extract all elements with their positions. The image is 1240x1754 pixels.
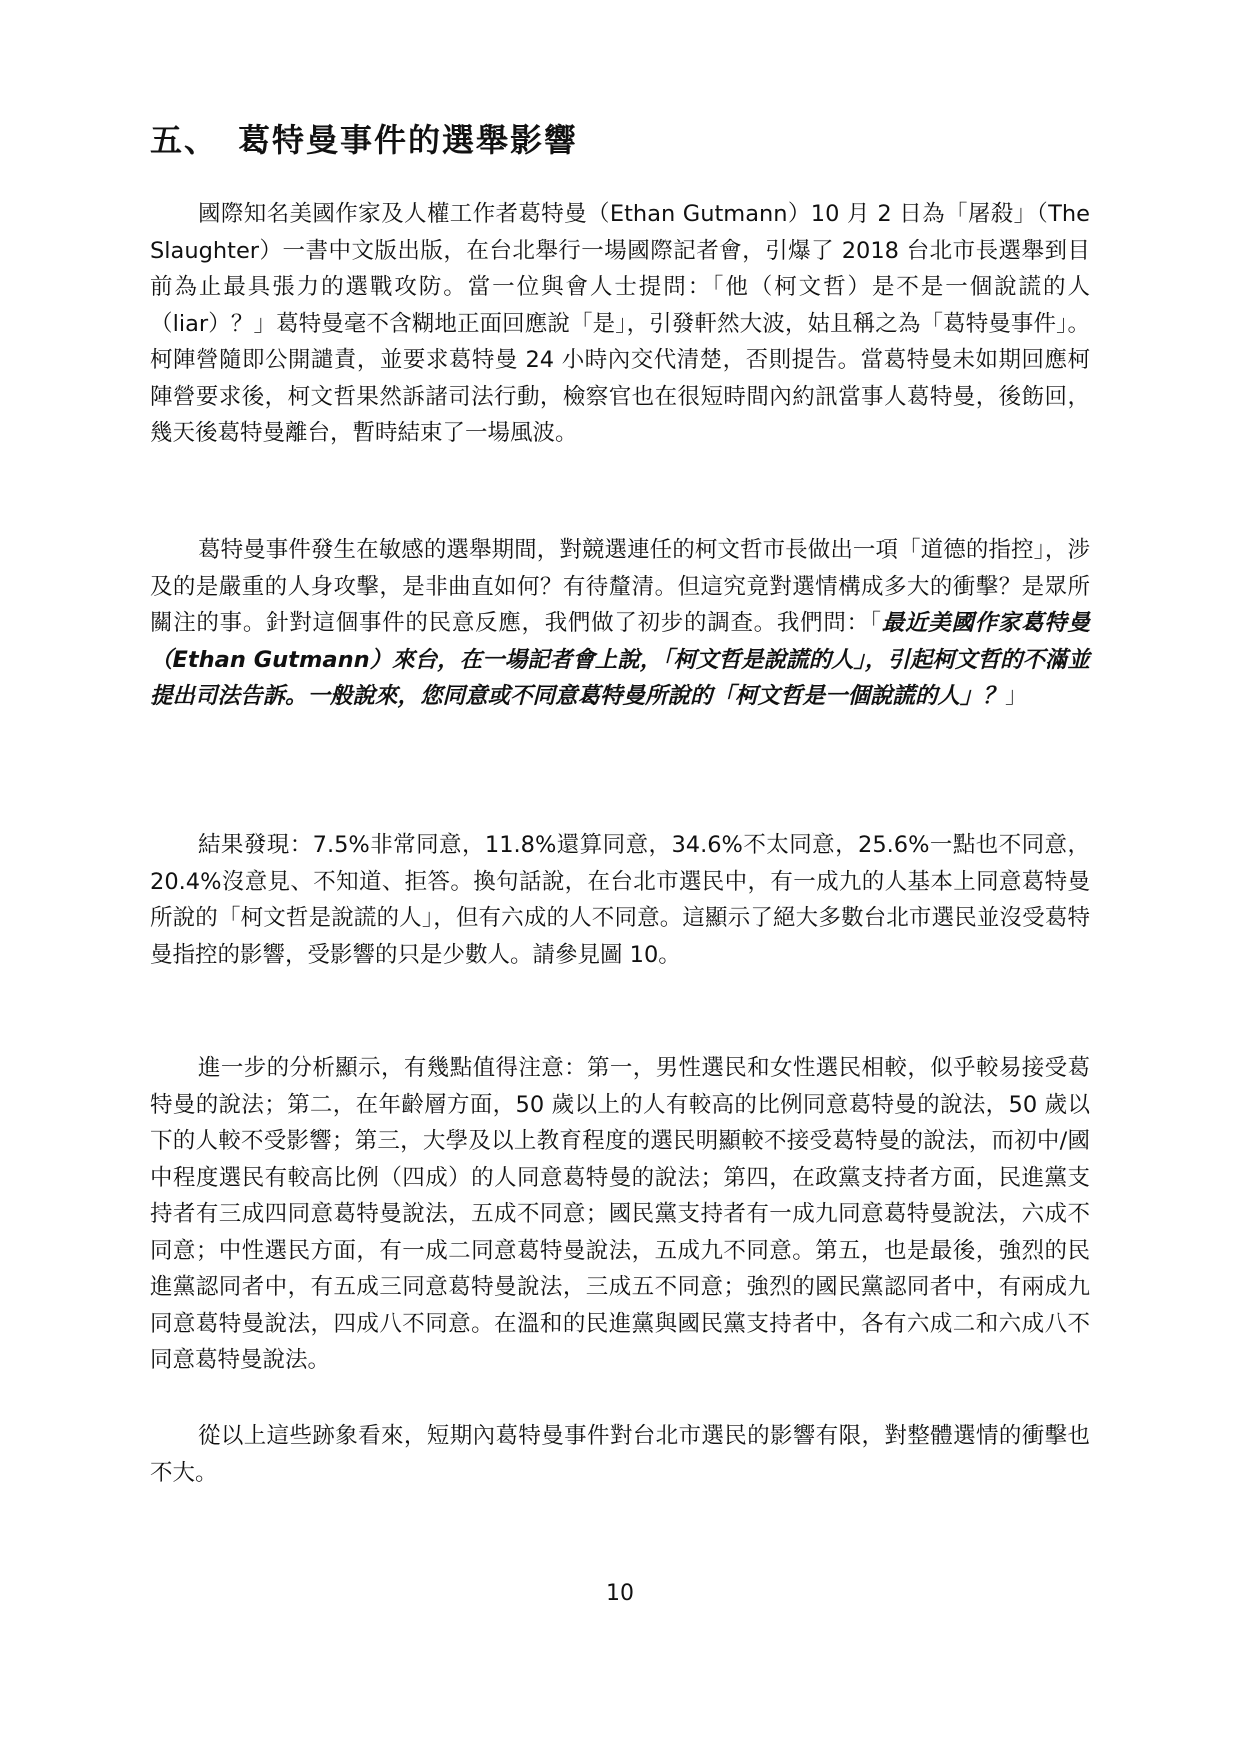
survey-question-close: 」 xyxy=(1005,683,1028,709)
survey-intro-text: 葛特曼事件發生在敏感的選舉期間，對競選連任的柯文哲市長做出一項「道德的指控」，涉及的是嚴重的人身攻擊，是非曲直如何？有待釐清。但這究竟對選情構成多大的衝擊？是眾所關注的事。針對這個事件的民意反應，我們做了初步的調查。我們問：「 xyxy=(150,537,1090,636)
page-number: 10 xyxy=(606,1581,634,1606)
paragraph-gutmann-event: 國際知名美國作家及人權工作者葛特曼（Ethan Gutmann）10 月 2 日為「屠殺」（The Slaughter）一書中文版出版，在台北舉行一場國際記者會，引爆了 2018 台北市長選舉到目前為止最具張力的選戰攻防。當一位與會人士提問：「他（柯文哲）是不是一個說謊的人（liar）？」葛特曼毫不含糊地正面回應說「是」，引發軒然大波，姑且稱之為「葛特曼事件」。柯陣營隨即公開譴責，並要求葛特曼 24 小時內交代清楚，否則提告。當葛特曼未如期回應柯陣營要求後，柯文哲果然訴諸司法行動，檢察官也在很短時間內約訊當事人葛特曼，後飭回，幾天後葛特曼離台，暫時結束了一場風波。 xyxy=(150,201,1090,446)
paragraph-survey-question xyxy=(150,532,1090,715)
paragraph-conclusion: 從以上這些跡象看來，短期內葛特曼事件對台北市選民的影響有限，對整體選情的衝擊也不大。 xyxy=(150,1423,1090,1486)
section-title: 葛特曼事件的選舉影響 xyxy=(238,121,579,159)
section-heading xyxy=(150,116,1110,164)
paragraph-survey-results: 結果發現：7.5%非常同意，11.8%還算同意，34.6%不太同意，25.6%一點也不同意，20.4%沒意見、不知道、拒答。換句話說，在台北市選民中，有一成九的人基本上同意葛特曼所說的「柯文哲是說謊的人」，但有六成的人不同意。這顯示了絕大多數台北市選民並沒受葛特曼指控的影響，受影響的只是少數人。請參見圖 10。 xyxy=(150,832,1090,968)
survey-question-text: 最近美國作家葛特曼（Ethan Gutmann）來台，在一場記者會上說，「柯文哲是說謊的人」，引起柯文哲的不滿並提出司法告訴。一般說來，您同意或不同意葛特曼所說的「柯文哲是一個說謊的人」？ xyxy=(150,610,1090,709)
paragraph-further-analysis: 進一步的分析顯示，有幾點值得注意：第一，男性選民和女性選民相較，似乎較易接受葛特曼的說法；第二，在年齡層方面，50 歲以上的人有較高的比例同意葛特曼的說法，50 歲以下的人較不受影響；第三，大學及以上教育程度的選民明顯較不接受葛特曼的說法，而初中/國中程度選民有較高比例（四成）的人同意葛特曼的說法；第四，在政黨支持者方面，民進黨支持者有三成四同意葛特曼說法，五成不同意；國民黨支持者有一成九同意葛特曼說法，六成不同意；中性選民方面，有一成二同意葛特曼說法，五成九不同意。第五，也是最後，強烈的民進黨認同者中，有五成三同意葛特曼說法，三成五不同意；強烈的國民黨認同者中，有兩成九同意葛特曼說法，四成八不同意。在溫和的民進黨與國民黨支持者中，各有六成二和六成八不同意葛特曼說法。 xyxy=(150,1055,1090,1373)
section-number: 五、 xyxy=(150,121,219,159)
